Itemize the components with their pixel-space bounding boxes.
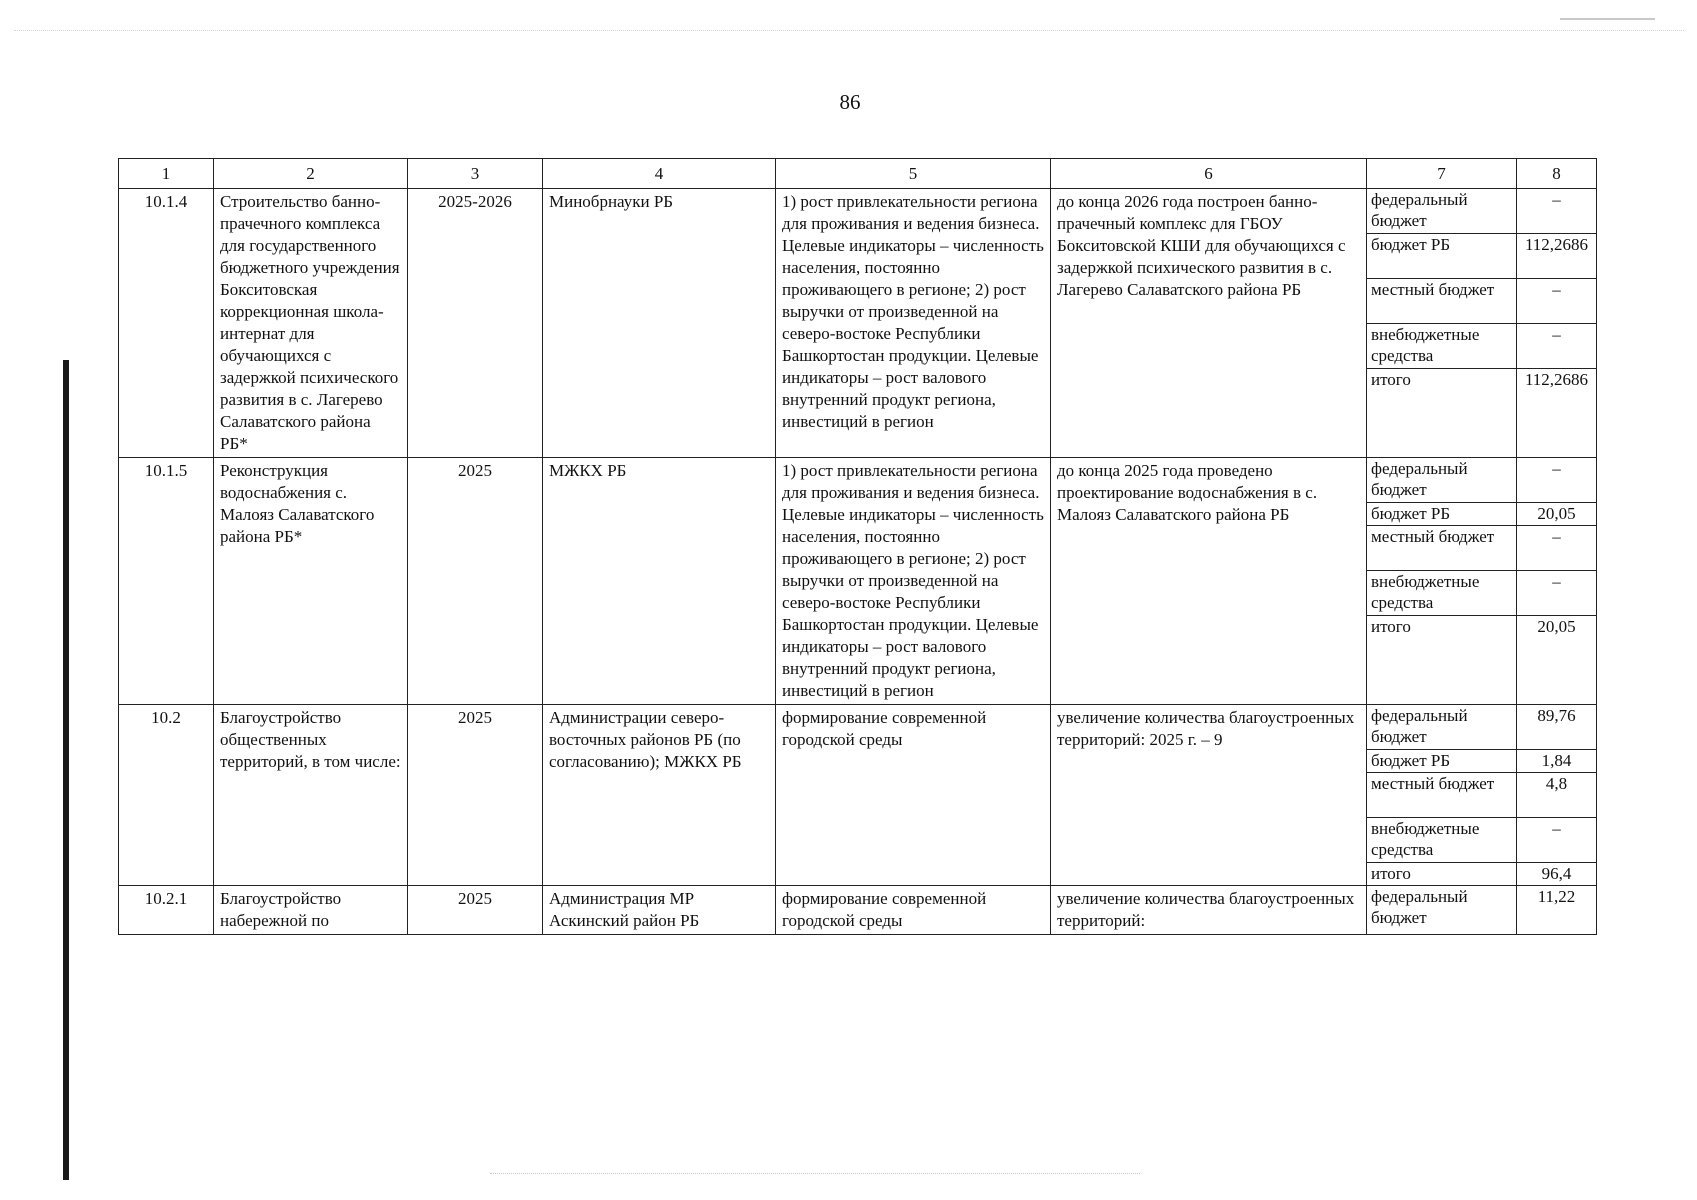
- funding-source: федеральный бюджет: [1367, 705, 1517, 750]
- page-binding-edge: [63, 360, 69, 1180]
- funding-source: федеральный бюджет: [1367, 189, 1517, 234]
- funding-value: –: [1517, 818, 1597, 863]
- row-effect: формирование современной городской среды: [776, 705, 1051, 886]
- header-row: [119, 159, 1597, 189]
- funding-source: бюджет РБ: [1367, 234, 1517, 279]
- row-result: до конца 2025 года проведено проектирование водоснабжения в с. Малояз Салаватского района РБ: [1051, 458, 1367, 705]
- row-name: Благоустройство набережной по: [214, 886, 408, 935]
- row-period: 2025-2026: [408, 189, 543, 458]
- header-cell: 4: [543, 159, 776, 189]
- funding-value: 112,2686: [1517, 369, 1597, 458]
- scan-artifact-top-line: [14, 30, 1684, 31]
- funding-value: 20,05: [1517, 616, 1597, 705]
- row-number: 10.1.5: [119, 458, 214, 705]
- row-executor: Администрация МР Аскинский район РБ: [543, 886, 776, 935]
- funding-value: 20,05: [1517, 503, 1597, 526]
- row-effect: 1) рост привлекательности региона для проживания и ведения бизнеса. Целевые индикаторы – численность населения, постоянно проживающего в регионе; 2) рост выручки от произведенной на северо-востоке Республики Башкортостан продукции. Целевые индикаторы – рост валового внутренний продукт региона, инвестиций в регион: [776, 189, 1051, 458]
- funding-source: внебюджетные средства: [1367, 818, 1517, 863]
- header-cell: 5: [776, 159, 1051, 189]
- funding-source: итого: [1367, 369, 1517, 458]
- funding-source: внебюджетные средства: [1367, 324, 1517, 369]
- row-executor: МЖКХ РБ: [543, 458, 776, 705]
- funding-source: бюджет РБ: [1367, 750, 1517, 773]
- funding-value: –: [1517, 189, 1597, 234]
- row-number: 10.1.4: [119, 189, 214, 458]
- funding-value: –: [1517, 571, 1597, 616]
- funding-source: итого: [1367, 616, 1517, 705]
- funding-value: 112,2686: [1517, 234, 1597, 279]
- row-period: 2025: [408, 458, 543, 705]
- header-cell: 8: [1517, 159, 1597, 189]
- funding-source: итого: [1367, 863, 1517, 886]
- row-effect: 1) рост привлекательности региона для проживания и ведения бизнеса. Целевые индикаторы – численность населения, постоянно проживающего в регионе; 2) рост выручки от произведенной на северо-востоке Республики Башкортостан продукции. Целевые индикаторы – рост валового внутренний продукт региона, инвестиций в регион: [776, 458, 1051, 705]
- funding-source: федеральный бюджет: [1367, 458, 1517, 503]
- header-cell: 1: [119, 159, 214, 189]
- funding-value: –: [1517, 279, 1597, 324]
- row-number: 10.2: [119, 705, 214, 886]
- row-number: 10.2.1: [119, 886, 214, 935]
- row-result: увеличение количества благоустроенных территорий: 2025 г. – 9: [1051, 705, 1367, 886]
- row-period: 2025: [408, 886, 543, 935]
- scan-artifact-top-mark: [1560, 18, 1655, 20]
- funding-value: 89,76: [1517, 705, 1597, 750]
- funding-source: местный бюджет: [1367, 773, 1517, 818]
- funding-source: бюджет РБ: [1367, 503, 1517, 526]
- header-cell: 3: [408, 159, 543, 189]
- funding-source: внебюджетные средства: [1367, 571, 1517, 616]
- row-executor: Администрации северо-восточных районов РБ (по согласованию); МЖКХ РБ: [543, 705, 776, 886]
- funding-source: местный бюджет: [1367, 279, 1517, 324]
- funding-value: 96,4: [1517, 863, 1597, 886]
- table-row: [119, 705, 1597, 750]
- table-row: [119, 458, 1597, 503]
- table-row: [119, 886, 1597, 935]
- funding-source: федеральный бюджет: [1367, 886, 1517, 935]
- row-name: Реконструкция водоснабжения с. Малояз Салаватского района РБ*: [214, 458, 408, 705]
- table-row: [119, 189, 1597, 234]
- row-name: Благоустройство общественных территорий, в том числе:: [214, 705, 408, 886]
- funding-value: 11,22: [1517, 886, 1597, 935]
- row-name: Строительство банно-прачечного комплекса для государственного бюджетного учреждения Бокситовская коррекционная школа-интернат для обучающихся с задержкой психического развития в с. Лагерево Салаватского района РБ*: [214, 189, 408, 458]
- row-effect: формирование современной городской среды: [776, 886, 1051, 935]
- row-result: до конца 2026 года построен банно-прачечный комплекс для ГБОУ Бокситовской КШИ для обучающихся с задержкой психического развития в с. Лагерево Салаватского района РБ: [1051, 189, 1367, 458]
- funding-value: –: [1517, 458, 1597, 503]
- row-period: 2025: [408, 705, 543, 886]
- header-cell: 2: [214, 159, 408, 189]
- scan-artifact-bottom-line: [490, 1173, 1140, 1174]
- header-cell: 6: [1051, 159, 1367, 189]
- program-table: [118, 158, 1597, 935]
- funding-source: местный бюджет: [1367, 526, 1517, 571]
- row-executor: Минобрнауки РБ: [543, 189, 776, 458]
- funding-value: –: [1517, 324, 1597, 369]
- funding-value: 4,8: [1517, 773, 1597, 818]
- page-number: 86: [839, 90, 861, 114]
- funding-value: –: [1517, 526, 1597, 571]
- header-cell: 7: [1367, 159, 1517, 189]
- row-result: увеличение количества благоустроенных территорий:: [1051, 886, 1367, 935]
- funding-value: 1,84: [1517, 750, 1597, 773]
